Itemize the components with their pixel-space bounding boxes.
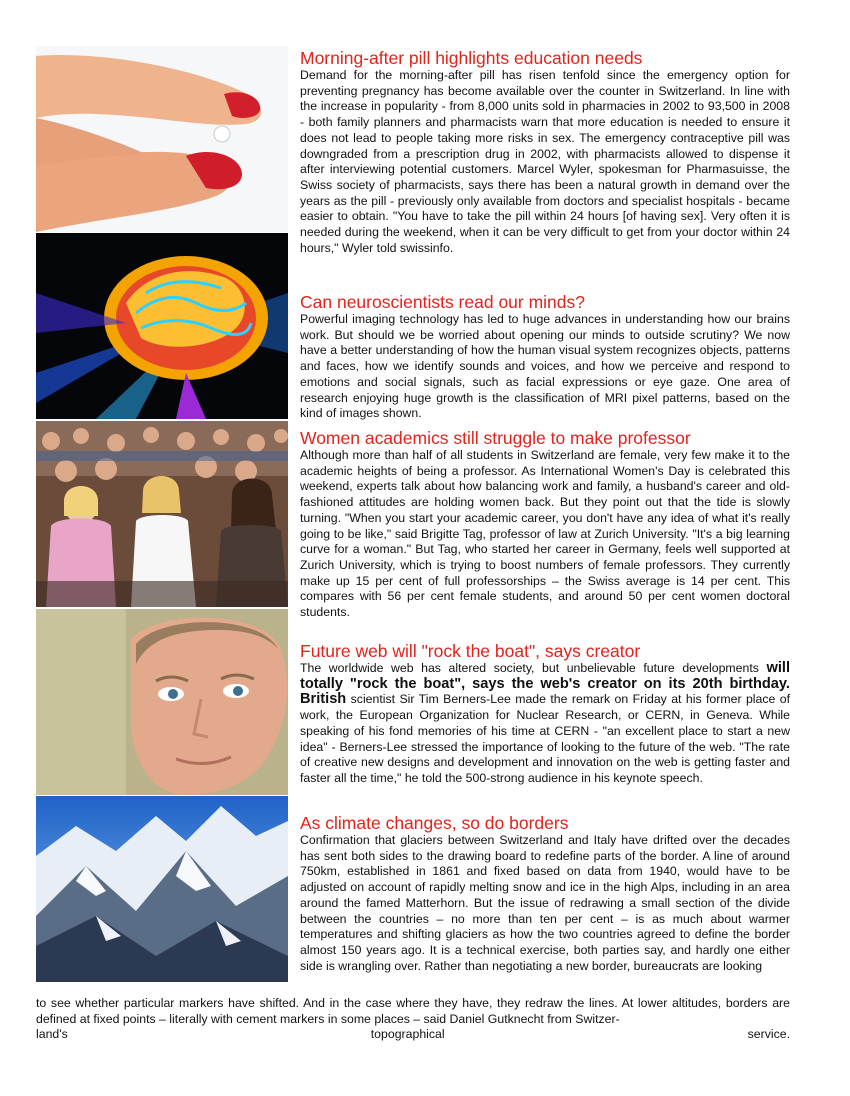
body-climate-borders-tail <box>36 996 790 1059</box>
hand-holding-pill-icon <box>36 46 288 232</box>
photo-man-portrait <box>36 609 288 795</box>
alpine-mountains-icon <box>36 796 288 982</box>
body-climate-borders-tail-last: land's topographical service. <box>36 1027 790 1042</box>
body-future-web-lead: The worldwide web has altered society, but unbelievable future developments <box>300 661 759 675</box>
body-climate-borders-tail-text: to see whether particular markers have shifted. And in the case where they have, they redraw the lines. At lower altitudes, borders are defined at fixed points – literally with cement markers in some places – said Daniel Gutknecht from Switzer- <box>36 996 790 1026</box>
photo-alpine-mountains <box>36 796 288 982</box>
photo-lecture-audience <box>36 421 288 607</box>
man-portrait-icon <box>36 609 288 795</box>
headline-neuroscientists: Can neuroscientists read our minds? <box>300 292 586 312</box>
headline-climate-borders: As climate changes, so do borders <box>300 813 569 833</box>
photo-brain-scan <box>36 233 288 419</box>
article-morning-after-pill <box>300 48 790 256</box>
body-future-web-emphasis: will totally "rock the boat", says the web's creator on its 20th birthday. British <box>300 660 791 708</box>
headline-women-academics: Women academics still struggle to make professor <box>300 428 691 448</box>
photo-hand-holding-pill <box>36 46 288 232</box>
article-women-academics <box>300 428 790 621</box>
lecture-audience-icon <box>36 421 288 607</box>
body-climate-borders: Confirmation that glaciers between Switzerland and Italy have drifted over the decades has sent both sides to the drawing board to redefine parts of the border. A line of around 750km, established in 1861 and fixed based on data from 1940, would have to be adjusted on account of rapidly melting snow and ice in the high Alps, including in an area around the famed Matterhorn. But the issue of redrawing a small section of the divide between the countries – no more than ten per cent – is as much about warmer temperatures and shifting glaciers as how the two countries agreed to define the border almost 150 years ago. It is a technical exercise, both parties say, and hardly one either side is wrangling over. Rather than negotiating a new border, bureaucrats are looking <box>300 833 790 973</box>
headline-morning-after-pill: Morning-after pill highlights education needs <box>300 48 643 68</box>
brain-scan-icon <box>36 233 288 419</box>
body-future-web <box>300 661 790 787</box>
headline-future-web: Future web will "rock the boat", says creator <box>300 641 641 661</box>
body-neuroscientists: Powerful imaging technology has led to huge advances in understanding how our brains work. But should we be worried about opening our minds to outside scrutiny? We now have a better understanding of how the human visual system recognizes objects, patterns and faces, how we identify sounds and voices, and how we perceive and respond to emotions and social signals, such as facial expressions or eye gaze. One area of research enjoying huge growth is the classification of MRI pixel patterns, based on the kind of images shown. <box>300 312 790 421</box>
article-neuroscientists <box>300 292 790 422</box>
article-future-web <box>300 641 790 787</box>
body-women-academics: Although more than half of all students in Switzerland are female, very few make it to the academic heights of being a professor. As International Women's Day is celebrated this weekend, experts talk about how balancing work and family, a husband's career and old-fashioned attitudes are holding women back. But they point out that the tide is slowly turning. "When you start your academic career, you don't have any idea of what it's really going to be like," said Brigitte Tag, professor of law at Zurich University. "It's a big learning curve for a woman." But Tag, who started her career in Germany, feels well supported at Zurich University, which is trying to boost numbers of female professors. They currently make up 15 per cent of full professorships – the Swiss average is 14 per cent. This compares with 56 per cent female students, and around 50 per cent women doctoral students. <box>300 448 790 620</box>
body-future-web-rest: scientist Sir Tim Berners-Lee made the remark on Friday at his former place of work, the European Organization for Nuclear Research, or CERN, in Geneva. While speaking of his fond memories of his time at CERN - "an excellent place to start a new idea" - Berners-Lee stressed the importance of looking to the future of the web. "The rate of creative new designs and development and innovation on the web is getting faster and faster all the time," he told the 500-strong audience in his keynote speech. <box>300 692 791 785</box>
body-morning-after-pill: Demand for the morning-after pill has risen tenfold since the emergency option for preventing pregnancy has become available over the counter in Switzerland. In line with the increase in popularity - from 8,000 units sold in pharmacies in 2002 to 93,500 in 2008 - both family planners and pharmacists warn that more education is needed to ensure it does not lead to people taking more risks in sex. The emergency contraceptive pill was downgraded from a prescription drug in 2002, with pharmacists allowed to dispense it after interviewing potential customers. Marcel Wyler, spokesman for Pharmasuisse, the Swiss society of pharmacists, says there has been a natural growth in demand over the years as the pill - previously only available from doctors and specialist hospitals - became easier to obtain. "You have to take the pill within 24 hours [of having sex]. Very often it is needed during the weekend, when it can be very difficult to get from your doctor within 24 hours," Wyler told swissinfo. <box>300 68 790 255</box>
article-climate-borders <box>300 813 790 974</box>
